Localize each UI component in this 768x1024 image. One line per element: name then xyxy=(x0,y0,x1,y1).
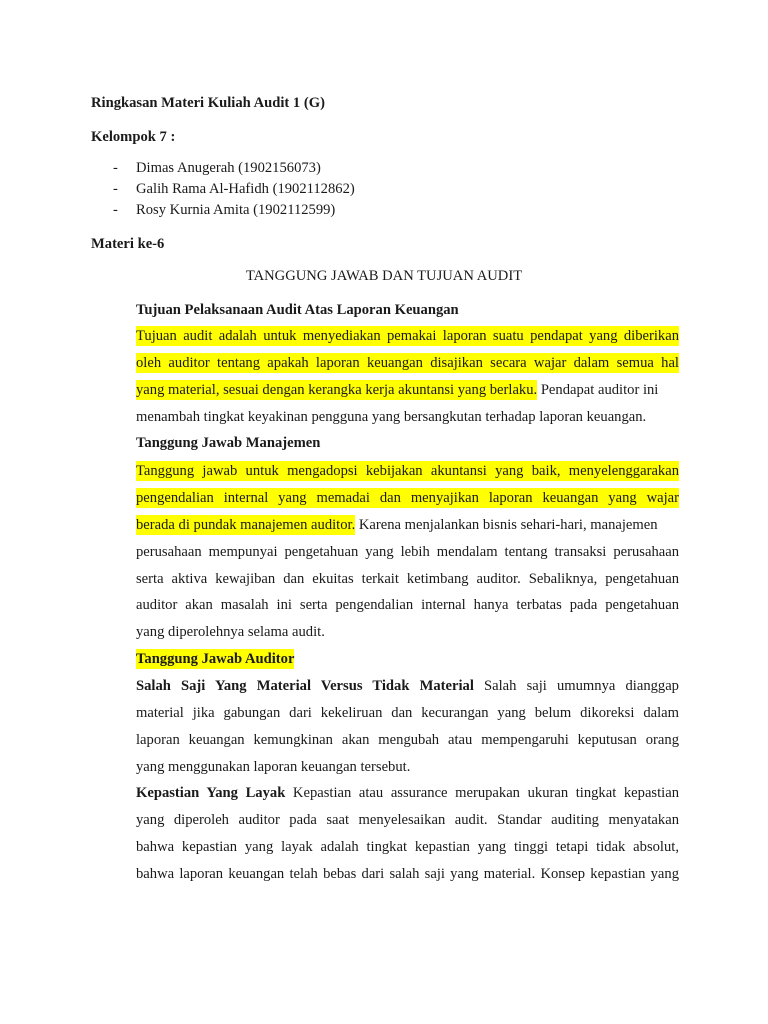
body-text: Pendapat auditor ini xyxy=(537,382,659,398)
paragraph-line: material jika gabungan dari kekeliruan dan kecurangan yang belum dikoreksi dalam xyxy=(136,705,679,721)
page-title: TANGGUNG JAWAB DAN TUJUAN AUDIT xyxy=(245,268,523,284)
paragraph-line: bahwa laporan keuangan telah bebas dari salah saji yang material. Konsep kepastian yang xyxy=(136,866,679,882)
paragraph-line: menambah tingkat keyakinan pengguna yang bersangkutan terhadap laporan keuangan. xyxy=(136,409,647,425)
paragraph-line xyxy=(136,783,679,803)
paragraph-line xyxy=(136,461,679,481)
group-label: Kelompok 7 : xyxy=(91,129,176,145)
section-heading-tujuan: Tujuan Pelaksanaan Audit Atas Laporan Keuangan xyxy=(136,302,459,318)
summary-title: Ringkasan Materi Kuliah Audit 1 (G) xyxy=(91,95,325,111)
term-kepastian: Kepastian Yang Layak xyxy=(136,785,286,801)
member-name: Rosy Kurnia Amita (1902112599) xyxy=(136,202,336,218)
list-bullet: - xyxy=(113,160,118,176)
body-text: Kepastian atau assurance merupakan ukuran tingkat kepastian xyxy=(285,785,679,801)
member-name: Dimas Anugerah (1902156073) xyxy=(136,160,321,176)
highlighted-text: Tanggung jawab untuk mengadopsi kebijakan akuntansi yang baik, menyelenggarakan xyxy=(136,463,679,479)
paragraph-line: bahwa kepastian yang layak adalah tingkat kepastian yang tinggi tetapi tidak absolut, xyxy=(136,839,679,855)
session-label: Materi ke-6 xyxy=(91,236,165,252)
list-bullet: - xyxy=(113,202,118,218)
highlighted-text: Tujuan audit adalah untuk menyediakan pemakai laporan suatu pendapat yang diberikan xyxy=(136,328,679,344)
section-heading-auditor xyxy=(136,649,294,669)
paragraph-line: serta aktiva kewajiban dan ekuitas terkait ketimbang auditor. Sebaliknya, pengetahuan xyxy=(136,571,679,587)
list-bullet: - xyxy=(113,181,118,197)
paragraph-line: yang diperolehnya selama audit. xyxy=(136,624,325,640)
paragraph-line xyxy=(136,326,679,346)
paragraph-line xyxy=(136,380,658,400)
paragraph-line: perusahaan mempunyai pengetahuan yang lebih mendalam tentang transaksi perusahaan xyxy=(136,544,679,560)
highlighted-text: Tanggung Jawab Auditor xyxy=(136,651,295,667)
paragraph-line: laporan keuangan kemungkinan akan mengubah atau mempengaruhi keputusan orang xyxy=(136,732,679,748)
section-heading-manajemen: Tanggung Jawab Manajemen xyxy=(136,435,321,451)
term-salah-saji: Salah Saji Yang Material Versus Tidak Material xyxy=(136,678,474,694)
body-text: Karena menjalankan bisnis sehari-hari, manajemen xyxy=(355,517,658,533)
paragraph-line: yang menggunakan laporan keuangan tersebut. xyxy=(136,759,411,775)
paragraph-line xyxy=(136,676,679,696)
paragraph-line xyxy=(136,515,658,535)
member-name: Galih Rama Al-Hafidh (1902112862) xyxy=(136,181,355,197)
body-text: Salah saji umumnya dianggap xyxy=(473,678,679,694)
paragraph-line: auditor akan masalah ini serta pengendalian internal hanya terbatas pada pengetahuan xyxy=(136,597,679,613)
highlighted-text: oleh auditor tentang apakah laporan keuangan disajikan secara wajar dalam semua hal xyxy=(136,355,679,371)
paragraph-line xyxy=(136,353,679,373)
highlighted-text: yang material, sesuai dengan kerangka kerja akuntansi yang berlaku. xyxy=(136,382,538,398)
highlighted-text: pengendalian internal yang memadai dan menyajikan laporan keuangan yang wajar xyxy=(136,490,679,506)
paragraph-line: yang diperoleh auditor pada saat menyelesaikan audit. Standar auditing menyatakan xyxy=(136,812,679,828)
highlighted-text: berada di pundak manajemen auditor. xyxy=(136,517,356,533)
paragraph-line xyxy=(136,488,679,508)
